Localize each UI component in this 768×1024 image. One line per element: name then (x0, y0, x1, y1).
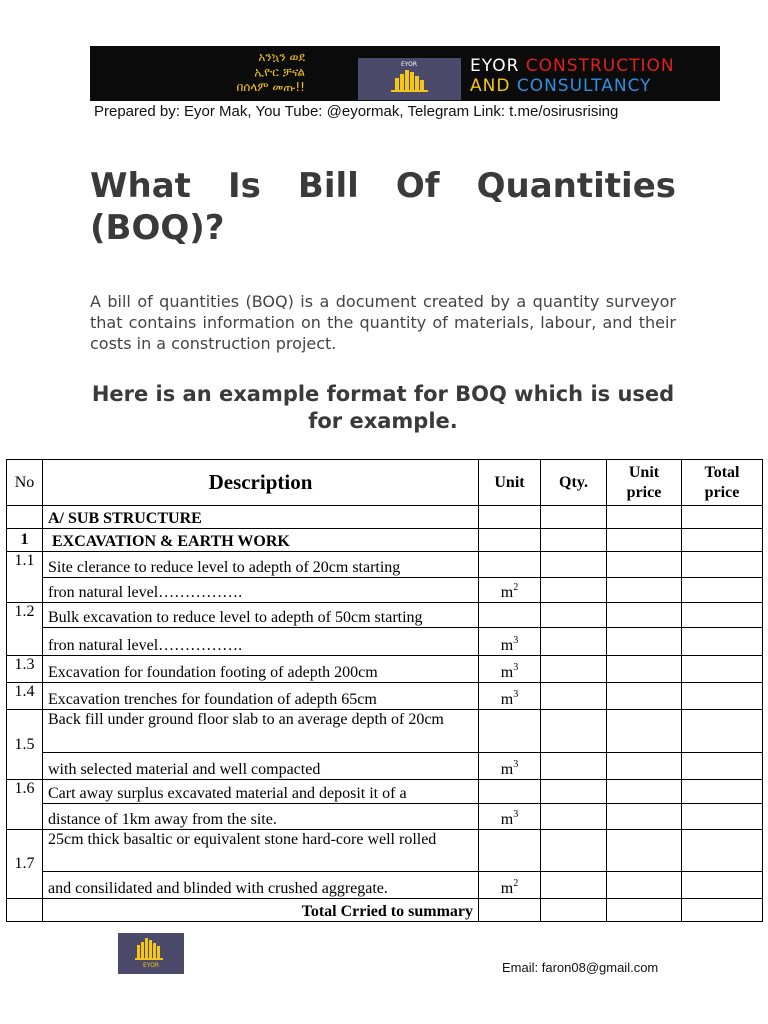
item-description: Excavation for foundation footing of adepth 200cm (43, 656, 479, 683)
section-subtitle: Here is an example format for BOQ which is used for example. (91, 382, 675, 433)
header-text: price (704, 483, 740, 501)
brand-word: CONSULTANCY (516, 76, 652, 96)
table-row (7, 578, 763, 603)
table-row (7, 628, 763, 656)
table-row (7, 683, 763, 710)
item-number: 1.2 (7, 603, 43, 656)
table-row (7, 872, 763, 899)
unit-text: m (500, 664, 514, 681)
building-icon (118, 933, 184, 974)
item-unit (479, 578, 541, 603)
footer-logo (118, 933, 184, 974)
page-title: What Is Bill Of Quantities (BOQ)? (90, 166, 676, 248)
header-text: Total (704, 463, 740, 481)
unit-exponent: 2 (513, 582, 519, 593)
item-number: 1.5 (7, 710, 43, 780)
header-text: Unit (628, 463, 660, 481)
table-row (7, 710, 763, 753)
col-header-total-price (682, 460, 763, 506)
item-unit (479, 683, 541, 710)
section-row (7, 506, 763, 529)
unit-text: m (500, 761, 514, 778)
boq-table (6, 459, 763, 922)
unit-exponent: 3 (513, 662, 519, 673)
brand-word: AND (470, 76, 511, 96)
prepared-by-line: Prepared by: Eyor Mak, You Tube: @eyormak, Telegram Link: t.me/osirusrising (94, 103, 619, 120)
brand-word: CONSTRUCTION (525, 56, 675, 76)
item-description: Excavation trenches for foundation of adepth 65cm (43, 683, 479, 710)
table-row (7, 753, 763, 780)
table-row (7, 804, 763, 830)
table-row (7, 780, 763, 804)
item-number: 1.3 (7, 656, 43, 683)
total-label: Total Crried to summary (43, 899, 479, 922)
table-row (7, 552, 763, 578)
unit-exponent: 3 (513, 689, 519, 700)
group-title: EXCAVATION & EARTH WORK (43, 529, 479, 552)
contact-email: Email: faron08@gmail.com (502, 960, 659, 975)
banner-welcome-line: ኢዮር ቻናል (254, 65, 305, 79)
col-header-no: No (7, 460, 43, 506)
table-row (7, 656, 763, 683)
table-header-row (7, 460, 763, 506)
header-banner (90, 46, 720, 101)
table-row (7, 603, 763, 628)
unit-exponent: 2 (513, 878, 519, 889)
item-number: 1.6 (7, 780, 43, 830)
col-header-qty: Qty. (541, 460, 607, 506)
table-cell (7, 506, 43, 529)
table-row (7, 830, 763, 872)
intro-paragraph: A bill of quantities (BOQ) is a document created by a quantity surveyor that contains information on the quantity of materials, labour, and their costs in a construction project. (90, 292, 676, 353)
logo-text: EYOR (400, 61, 418, 68)
banner-welcome-line: አንኳን ወደ (258, 50, 305, 64)
company-logo (358, 58, 461, 100)
header-text: price (626, 483, 662, 501)
unit-text: m (500, 691, 514, 708)
unit-exponent: 3 (513, 635, 519, 646)
unit-text: m (500, 637, 514, 654)
item-description: Back fill under ground floor slab to an average depth of 20cm (43, 710, 479, 753)
item-description: Site clerance to reduce level to adepth of 20cm starting (43, 552, 479, 578)
brand-line-1 (470, 56, 675, 76)
item-description: fron natural level……………. (43, 628, 479, 656)
banner-welcome-line: በሰላም መጡ!! (236, 80, 305, 94)
unit-text: m (500, 584, 514, 601)
unit-text: m (500, 811, 514, 828)
logo-text: EYOR (142, 962, 160, 969)
banner-welcome-text (130, 50, 305, 95)
col-header-unit-price (607, 460, 682, 506)
item-unit (479, 753, 541, 780)
item-description: fron natural level……………. (43, 578, 479, 603)
col-header-description: Description (43, 460, 479, 506)
item-description: 25cm thick basaltic or equivalent stone hard-core well rolled (43, 830, 479, 872)
item-description: Bulk excavation to reduce level to adepth of 50cm starting (43, 603, 479, 628)
total-row (7, 899, 763, 922)
item-unit (479, 628, 541, 656)
unit-exponent: 3 (513, 759, 519, 770)
brand-line-2 (470, 76, 652, 96)
brand-word: EYOR (470, 56, 520, 76)
group-row (7, 529, 763, 552)
section-title: A/ SUB STRUCTURE (43, 506, 479, 529)
unit-exponent: 3 (513, 809, 519, 820)
item-number: 1.7 (7, 830, 43, 899)
table-cell (7, 899, 43, 922)
item-unit (479, 656, 541, 683)
item-unit (479, 804, 541, 830)
group-number: 1 (7, 529, 43, 552)
item-number: 1.4 (7, 683, 43, 710)
item-unit (479, 872, 541, 899)
item-number: 1.1 (7, 552, 43, 603)
col-header-unit: Unit (479, 460, 541, 506)
building-icon (358, 58, 461, 100)
item-description: and consilidated and blinded with crushed aggregate. (43, 872, 479, 899)
item-description: distance of 1km away from the site. (43, 804, 479, 830)
item-description: Cart away surplus excavated material and deposit it of a (43, 780, 479, 804)
unit-text: m (500, 880, 514, 897)
item-description: with selected material and well compacted (43, 753, 479, 780)
